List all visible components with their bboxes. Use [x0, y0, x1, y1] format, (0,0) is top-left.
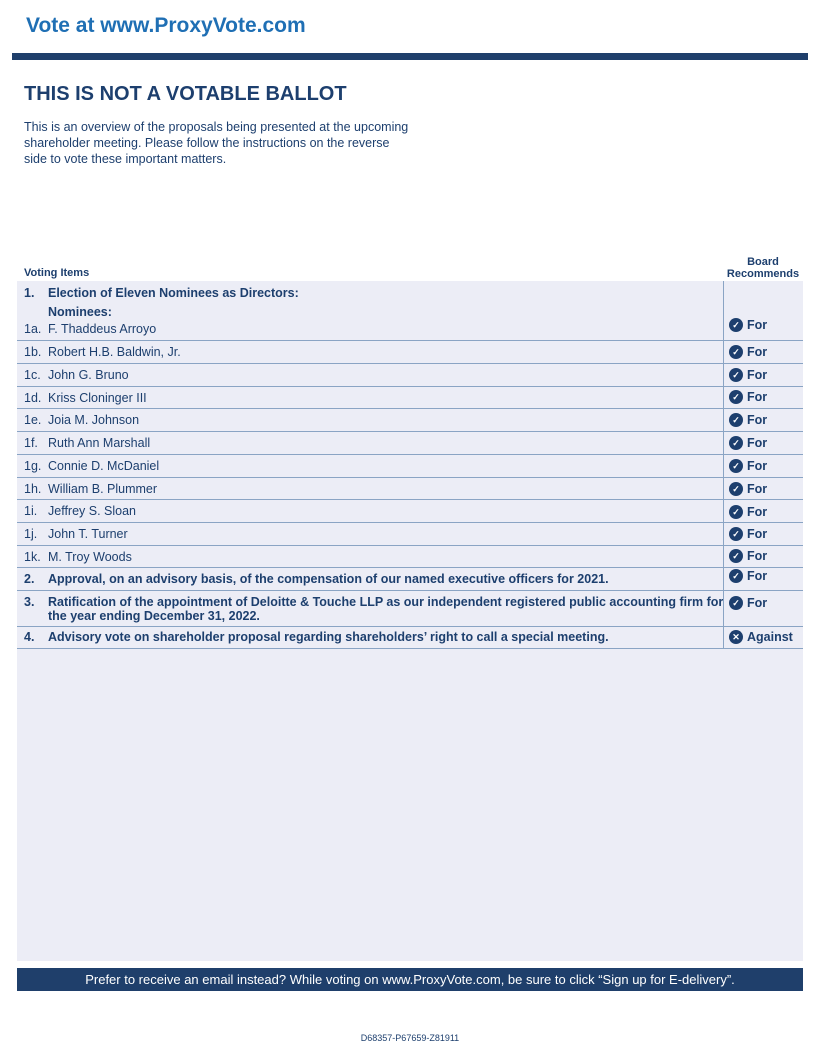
check-circle-icon: ✓ [729, 527, 743, 541]
recommendation-badge [729, 527, 767, 541]
proposal-text: Advisory vote on shareholder proposal regarding shareholders’ right to call a special meeting. [48, 630, 609, 644]
nominee-name: Connie D. McDaniel [48, 459, 160, 473]
recommendation-cell [723, 546, 803, 567]
nominee-name: William B. Plummer [48, 482, 158, 496]
nominee-number: 1a. [24, 322, 42, 336]
board-recommends-line2: Recommends [726, 268, 800, 280]
table-row-1i [17, 500, 803, 523]
nominee-number: 1b. [24, 345, 42, 359]
table-row-1k [17, 546, 803, 568]
recommendation-badge [729, 482, 767, 496]
nominee-name: Robert H.B. Baldwin, Jr. [48, 345, 181, 359]
recommendation-badge [729, 345, 767, 359]
recommendation-cell [723, 627, 803, 648]
recommendation-label: For [747, 505, 768, 519]
board-recommends-header [722, 256, 804, 280]
check-circle-icon: ✓ [729, 368, 743, 382]
check-circle-icon: ✓ [729, 482, 743, 496]
recommendation-label: For [747, 569, 768, 583]
nominee-name: Ruth Ann Marshall [48, 436, 151, 450]
check-circle-icon: ✓ [729, 318, 743, 332]
table-row-1f [17, 432, 803, 455]
recommendation-cell [723, 364, 803, 386]
recommendation-cell [723, 341, 803, 363]
recommendation-label: For [747, 368, 768, 382]
recommendation-label: For [747, 390, 768, 404]
recommendation-cell [723, 455, 803, 477]
table-row-1h [17, 478, 803, 500]
nominees-label: Nominees: [48, 305, 112, 319]
recommendation-badge [729, 413, 767, 427]
recommendation-badge [729, 505, 767, 519]
check-circle-icon: ✓ [729, 413, 743, 427]
recommendation-cell [723, 591, 803, 626]
check-circle-icon: ✓ [729, 569, 743, 583]
recommendation-badge [729, 318, 767, 332]
table-row-1b [17, 341, 803, 364]
recommendation-label: For [747, 527, 768, 541]
recommendation-label: Against [747, 630, 793, 644]
table-row-1g [17, 455, 803, 478]
nominee-name: Jeffrey S. Sloan [48, 504, 137, 518]
proposal-number: 1. [24, 286, 35, 300]
proposal-text: Approval, on an advisory basis, of the compensation of our named executive officers for 2021. [48, 572, 609, 586]
recommendation-badge [729, 596, 767, 610]
nominee-number: 1i. [24, 504, 38, 518]
edelivery-banner: Prefer to receive an email instead? While voting on www.ProxyVote.com, be sure to click “Sign up for E-delivery”. [17, 968, 803, 991]
recommendation-cell [723, 409, 803, 431]
nominee-number: 1k. [24, 550, 41, 564]
recommendation-cell [723, 523, 803, 545]
recommendation-badge [729, 569, 767, 583]
table-row-2 [17, 568, 803, 591]
check-circle-icon: ✓ [729, 505, 743, 519]
proxyvote-link[interactable]: Vote at www.ProxyVote.com [26, 14, 306, 37]
recommendation-badge [729, 436, 767, 450]
check-circle-icon: ✓ [729, 596, 743, 610]
nominee-number: 1g. [24, 459, 42, 473]
nominee-number: 1d. [24, 391, 42, 405]
table-row-1a [17, 281, 803, 341]
board-recommends-line1: Board [747, 256, 779, 268]
nominee-number: 1f. [24, 436, 38, 450]
recommendation-label: For [747, 596, 768, 610]
proposal-text: Ratification of the appointment of Deloitte & Touche LLP as our independent registered public accounting firm for the year ending December 31, 2022. [48, 595, 724, 623]
intro-text: This is an overview of the proposals being presented at the upcoming shareholder meeting. Please follow the instructions on the reverse side to vote these important matters. [24, 120, 409, 166]
table-row-4 [17, 627, 803, 649]
table-row-1j [17, 523, 803, 546]
table-row-3 [17, 591, 803, 627]
document-code: D68357-P67659-Z81911 [360, 1033, 460, 1043]
proposal-text: Election of Eleven Nominees as Directors: [48, 286, 299, 300]
check-circle-icon: ✓ [729, 459, 743, 473]
table-row-1e [17, 409, 803, 432]
nominee-number: 1e. [24, 413, 42, 427]
table-row-1c [17, 364, 803, 387]
nominee-name: John G. Bruno [48, 368, 129, 382]
recommendation-label: For [747, 345, 768, 359]
recommendation-cell [723, 432, 803, 454]
proposal-number: 4. [24, 630, 35, 644]
recommendation-cell [723, 281, 803, 340]
header-divider [12, 53, 808, 60]
check-circle-icon: ✓ [729, 390, 743, 404]
recommendation-label: For [747, 549, 768, 563]
recommendation-label: For [747, 318, 768, 332]
recommendation-label: For [747, 436, 768, 450]
check-circle-icon: ✓ [729, 345, 743, 359]
nominee-name: M. Troy Woods [48, 550, 132, 564]
nominee-name: Kriss Cloninger III [48, 391, 147, 405]
recommendation-cell [723, 387, 803, 408]
nominee-name: Joia M. Johnson [48, 413, 140, 427]
proposal-number: 2. [24, 572, 35, 586]
recommendation-cell [723, 478, 803, 499]
check-circle-icon: ✓ [729, 436, 743, 450]
recommendation-badge [729, 630, 793, 644]
recommendation-badge [729, 390, 767, 404]
nominee-name: John T. Turner [48, 527, 128, 541]
proposal-number: 3. [24, 595, 35, 609]
nominee-number: 1j. [24, 527, 38, 541]
recommendation-label: For [747, 413, 768, 427]
nominee-name: F. Thaddeus Arroyo [48, 322, 157, 336]
recommendation-badge [729, 459, 767, 473]
recommendation-label: For [747, 482, 768, 496]
voting-items-header: Voting Items [24, 267, 90, 279]
table-row-1d [17, 387, 803, 409]
x-circle-icon: ✕ [729, 630, 743, 644]
nominee-number: 1c. [24, 368, 41, 382]
page-title: THIS IS NOT A VOTABLE BALLOT [24, 83, 347, 105]
recommendation-badge [729, 368, 767, 382]
recommendation-badge [729, 549, 767, 563]
nominee-number: 1h. [24, 482, 42, 496]
recommendation-cell [723, 568, 803, 590]
voting-table [17, 281, 803, 649]
recommendation-label: For [747, 459, 768, 473]
recommendation-cell [723, 500, 803, 522]
check-circle-icon: ✓ [729, 549, 743, 563]
